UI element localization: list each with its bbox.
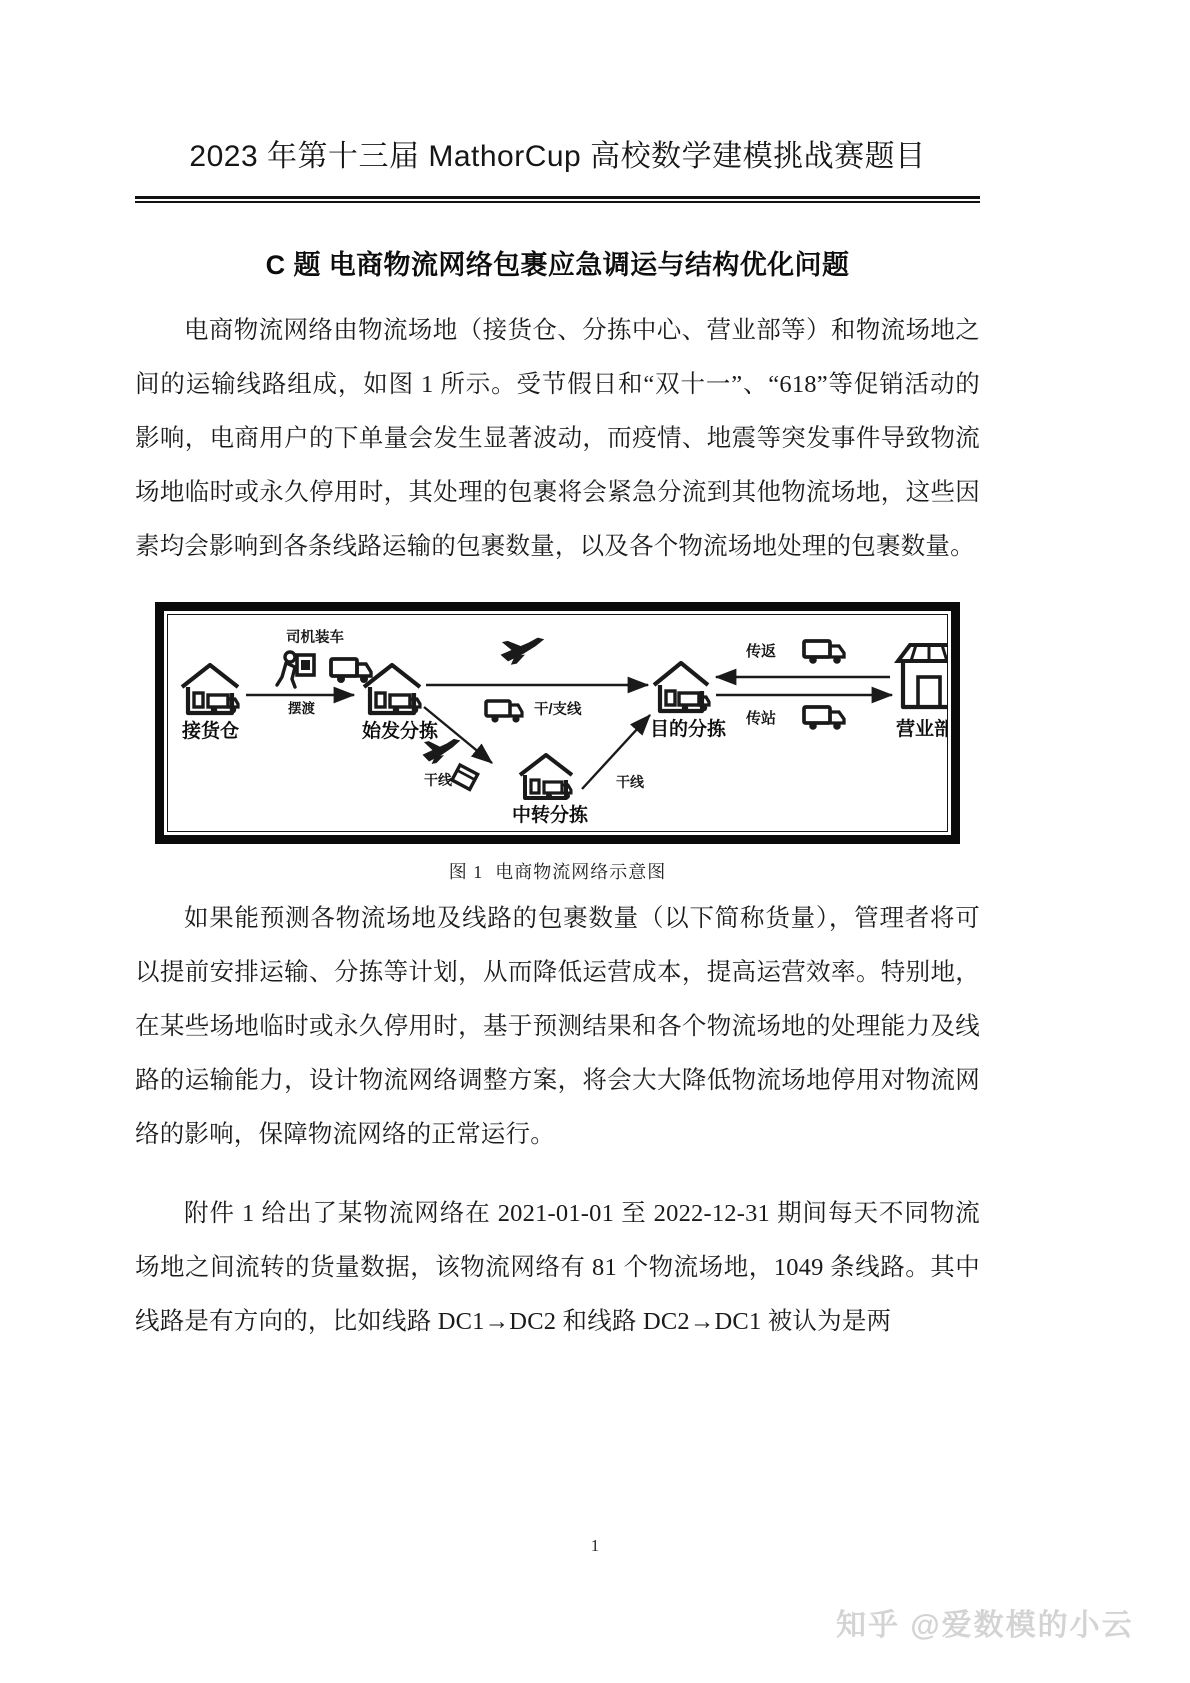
node-label-origin-sorting: 始发分拣: [362, 721, 439, 742]
icon-receiving-warehouse: [182, 665, 238, 713]
icon-return-truck: [804, 641, 844, 664]
node-label-destination-sorting: 目的分拣: [650, 719, 727, 740]
icon-station-truck: [804, 707, 844, 730]
icon-airplane-top: [498, 633, 548, 666]
icon-business-branch: [898, 645, 948, 707]
paragraph-forecast: 如果能预测各物流场地及线路的包裹数量（以下简称货量），管理者将可以提前安排运输、分拣等计划，从而降低运营成本，提高运营效率。特别地，在某些场地临时或永久停用时，基于预测结果和各个物流场地的处理能力及线路的运输能力，设计物流网络调整方案，将会大大降低物流场地停用对物流网络的影响，保障物流网络的正常运行。: [135, 905, 980, 1148]
page-content: [135, 0, 980, 1373]
figure-caption-text: 电商物流网络示意图: [495, 862, 667, 882]
figure-frame: [155, 602, 960, 844]
edge-label-shuttle: 摆渡: [288, 701, 315, 716]
node-label-receiving-warehouse: 接货仓: [182, 721, 240, 742]
edge-label-trunk-branch-line: 干/支线: [534, 702, 582, 718]
node-label-business-branch: 营业部: [896, 719, 954, 740]
icon-trunk-branch-truck: [486, 701, 522, 723]
edge-label-station-line: 传站: [746, 710, 777, 727]
figure-1: [135, 602, 980, 884]
page-number: 1: [590, 1536, 600, 1555]
logistics-network-diagram: [168, 615, 954, 827]
edge-label-trunk-line-right: 干线: [616, 774, 644, 790]
node-label-transit-sorting: 中转分拣: [512, 805, 589, 826]
paragraph-dataset: 附件 1 给出了某物流网络在 2021-01-01 至 2022-12-31 期间每天不同物流场地之间流转的货量数据，该物流网络有 81 个物流场地，1049 条线路。其中线路是有方向的，比如线路 DC1→DC2 和线路 DC2→DC1 被认为是两: [135, 1199, 980, 1335]
figure-canvas: [167, 614, 954, 832]
title-divider: [135, 196, 980, 203]
edge-label-return-line: 传返: [746, 643, 777, 660]
edge-label-driver-loading: 司机装车: [286, 630, 344, 646]
icon-parcel-left: [452, 765, 478, 789]
problem-subtitle: C 题 电商物流网络包裹应急调运与结构优化问题: [265, 249, 850, 280]
icon-transit-sorting: [520, 755, 572, 799]
icon-shuttle-truck: [331, 659, 371, 683]
icon-driver-loading: [277, 652, 314, 687]
edge-label-trunk-line-left: 干线: [424, 772, 452, 788]
page-title: 2023 年第十三届 MathorCup 高校数学建模挑战赛题目: [189, 140, 926, 173]
icon-destination-sorting: [654, 663, 709, 711]
paragraph-intro: 电商物流网络由物流场地（接货仓、分拣中心、营业部等）和物流场地之间的运输线路组成，如图 1 所示。受节假日和“双十一”、“618”等促销活动的影响，电商用户的下单量会发生显著波动，而疫情、地震等突发事件导致物流场地临时或永久停用时，其处理的包裹将会紧急分流到其他物流场地，这些因素均会影响到各条线路运输的包裹数量，以及各个物流场地处理的包裹数量。: [135, 317, 980, 560]
watermark: 知乎 @爱数模的小云: [836, 1609, 1134, 1642]
figure-caption-number: 图 1: [448, 862, 484, 882]
figure-caption: [135, 858, 980, 884]
